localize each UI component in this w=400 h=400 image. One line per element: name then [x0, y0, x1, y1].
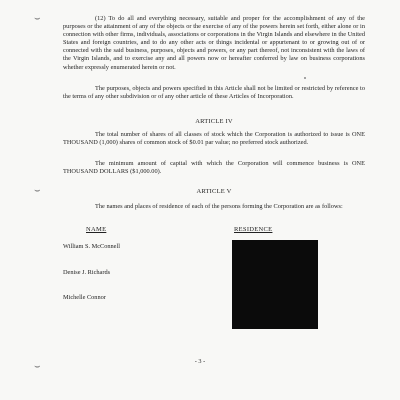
article-iv-heading: ARTICLE IV	[195, 118, 233, 125]
paragraph-purposes: The purposes, objects and powers specified in this Article shall not be limited or restricted by reference to the terms of any other subdivision or of any other article of these Articles of Incorporation.	[63, 85, 365, 101]
margin-mark: ⌣	[34, 185, 41, 196]
residence-column-header: RESIDENCE	[234, 226, 273, 233]
stray-dot	[304, 77, 306, 79]
incorporator-name: William S. McConnell	[63, 243, 120, 250]
page-number: - 3 -	[194, 358, 206, 365]
redaction-block	[232, 240, 318, 329]
incorporator-name: Denise J. Richards	[63, 269, 111, 276]
paragraph-12: (12) To do all and everything necessary, suitable and proper for the accomplishment of any of the purposes or the attainment of any of the objects or the exercise of any of the powers herein set forth, either alone or in connection with other firms, individuals, associations or corporations in the Virgin Islands and elsewhere in the United States and foreign countries, and to do any other acts or things incidental or appurtenant to or growing out of or connected with the said business, purposes, objects and powers, or any part thereof, not inconsistent with the laws of the Virgin Islands, and to exercise any and all powers now or hereafter conferred by law on business corporations whether expressly enumerated herein or not.	[63, 15, 365, 71]
incorporator-name: Michelle Connor	[63, 294, 106, 301]
margin-mark: ⌣	[34, 13, 41, 24]
article-v-heading: ARTICLE V	[196, 188, 232, 195]
paragraph-names-intro: The names and places of residence of each of the persons forming the Corporation are as follows:	[95, 203, 343, 210]
name-column-header: NAME	[86, 226, 107, 233]
paragraph-capital: The minimum amount of capital with which the Corporation will commence business is ONE THOUSAND DOLLARS ($1,000.00).	[63, 160, 365, 176]
paragraph-shares: The total number of shares of all classes of stock which the Corporation is authorized to issue is ONE THOUSAND (1,000) shares of common stock of $0.01 par value; no preferred stock authorized.	[63, 131, 365, 147]
margin-mark: ⌣	[34, 361, 41, 372]
